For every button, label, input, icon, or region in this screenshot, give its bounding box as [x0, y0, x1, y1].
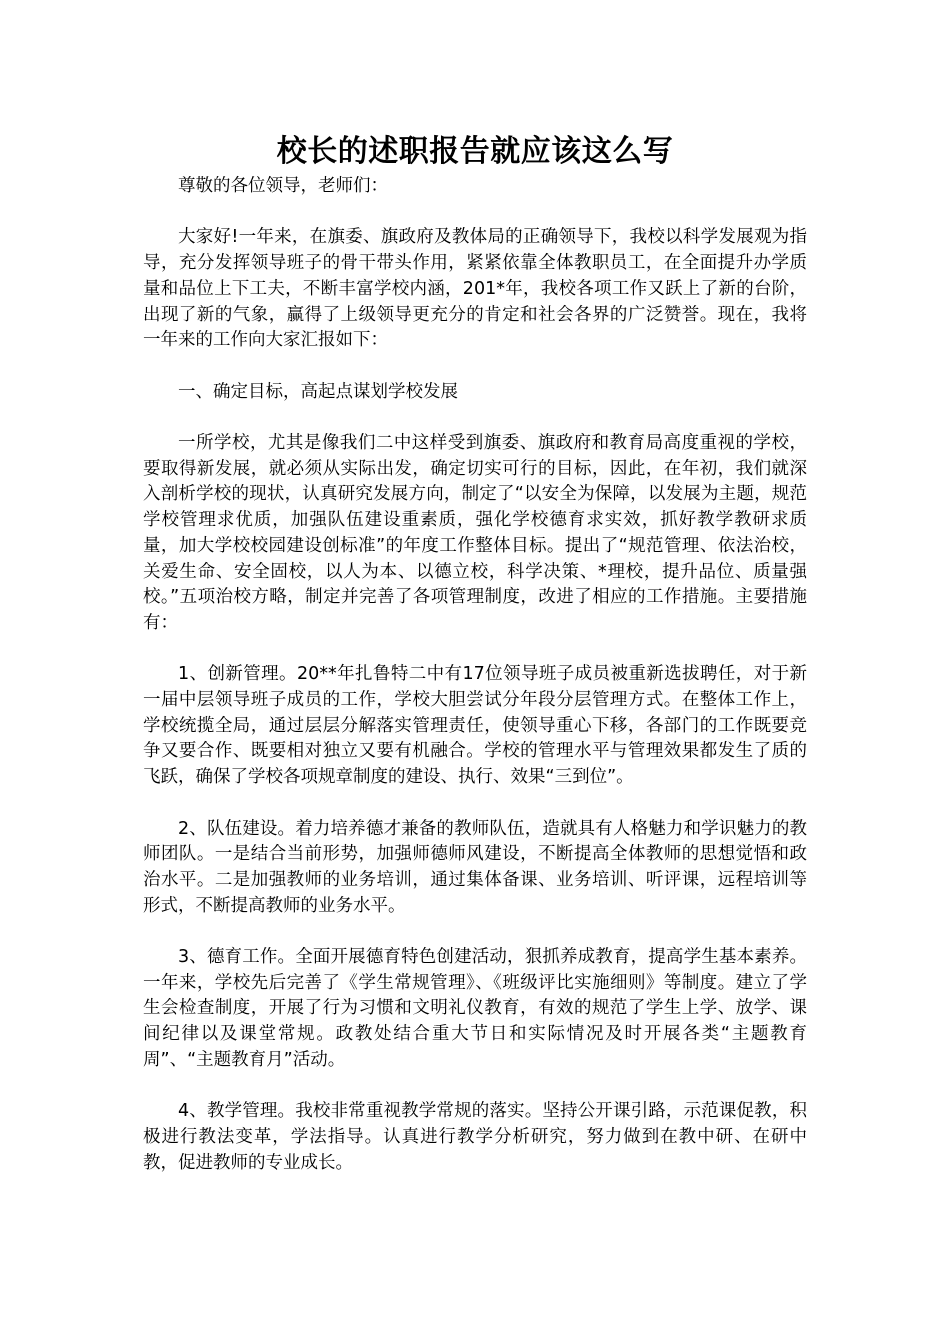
paragraph-gap: [143, 1074, 807, 1100]
document-title: 校长的述职报告就应该这么写: [276, 134, 674, 169]
greeting-line: 尊敬的各位领导，老师们：: [178, 176, 388, 196]
paragraph-gap: [143, 791, 807, 817]
paragraph-gap: [143, 354, 807, 380]
paragraph-gap: [143, 200, 807, 226]
paragraph-gap: [143, 919, 807, 945]
measure-paragraph-teaching: 4、教学管理。我校非常重视教学常规的落实。坚持公开课引路，示范课促教，积极进行教法变革，学法指导。认真进行教学分析研究，努力做到在教中研、在研中教，促进教师的专业成长。: [143, 1101, 807, 1173]
section-body-paragraph: 一所学校，尤其是像我们二中这样受到旗委、旗政府和教育局高度重视的学校，要取得新发展，就必须从实际出发，确定切实可行的目标，因此，在年初，我们就深入剖析学校的现状，认真研究发展方向，制定了“以安全为保障，以发展为主题，规范学校管理求优质，加强队伍建设重素质，强化学校德育求实效，抓好教学教研求质量，加大学校校园建设创标准”的年度工作整体目标。提出了“规范管理、依法治校，关爱生命、安全固校，以人为本、以德立校，科学决策、*理校，提升品位、质量强校。”五项治校方略，制定并完善了各项管理制度，改进了相应的工作措施。主要措施有：: [143, 432, 807, 633]
section-heading: 一、确定目标，高起点谋划学校发展: [178, 381, 458, 402]
measure-paragraph-team: 2、队伍建设。着力培养德才兼备的教师队伍，造就具有人格魅力和学识魅力的教师团队。一是结合当前形势，加强师德师风建设，不断提高全体教师的思想觉悟和政治水平。二是加强教师的业务培训，通过集体备课、业务培训、听评课，远程培训等形式，不断提高教师的业务水平。: [143, 818, 807, 916]
measure-paragraph-management: 1、创新管理。20**年扎鲁特二中有17位领导班子成员被重新选拔聘任，对于新一届中层领导班子成员的工作，学校大胆尝试分年段分层管理方式。在整体工作上，学校统揽全局，通过层层分解落实管理责任，使领导重心下移，各部门的工作既要竞争又要合作、既要相对独立又要有机融合。学校的管理水平与管理效果都发生了质的飞跃，确保了学校各项规章制度的建设、执行、效果“三到位”。: [143, 664, 807, 788]
paragraph-gap: [143, 405, 807, 431]
measure-paragraph-moral-education: 3、德育工作。全面开展德育特色创建活动，狠抓养成教育，提高学生基本素养。一年来，学校先后完善了《学生常规管理》、《班级评比实施细则》等制度。建立了学生会检查制度，开展了行为习惯和文明礼仪教育，有效的规范了学生上学、放学、课间纪律以及课堂常规。政教处结合重大节日和实际情况及时开展各类“主题教育周”、“主题教育月”活动。: [143, 947, 807, 1070]
document-page: [143, 134, 807, 1176]
paragraph-gap: [143, 637, 807, 663]
intro-paragraph: 大家好!一年来，在旗委、旗政府及教体局的正确领导下，我校以科学发展观为指导，充分发挥领导班子的骨干带头作用，紧紧依靠全体教职员工，在全面提升办学质量和品位上下工夫，不断丰富学校内涵，201*年，我校各项工作又跃上了新的台阶，出现了新的气象，赢得了上级领导更充分的肯定和社会各界的广泛赞誉。现在，我将一年来的工作向大家汇报如下：: [143, 227, 807, 351]
